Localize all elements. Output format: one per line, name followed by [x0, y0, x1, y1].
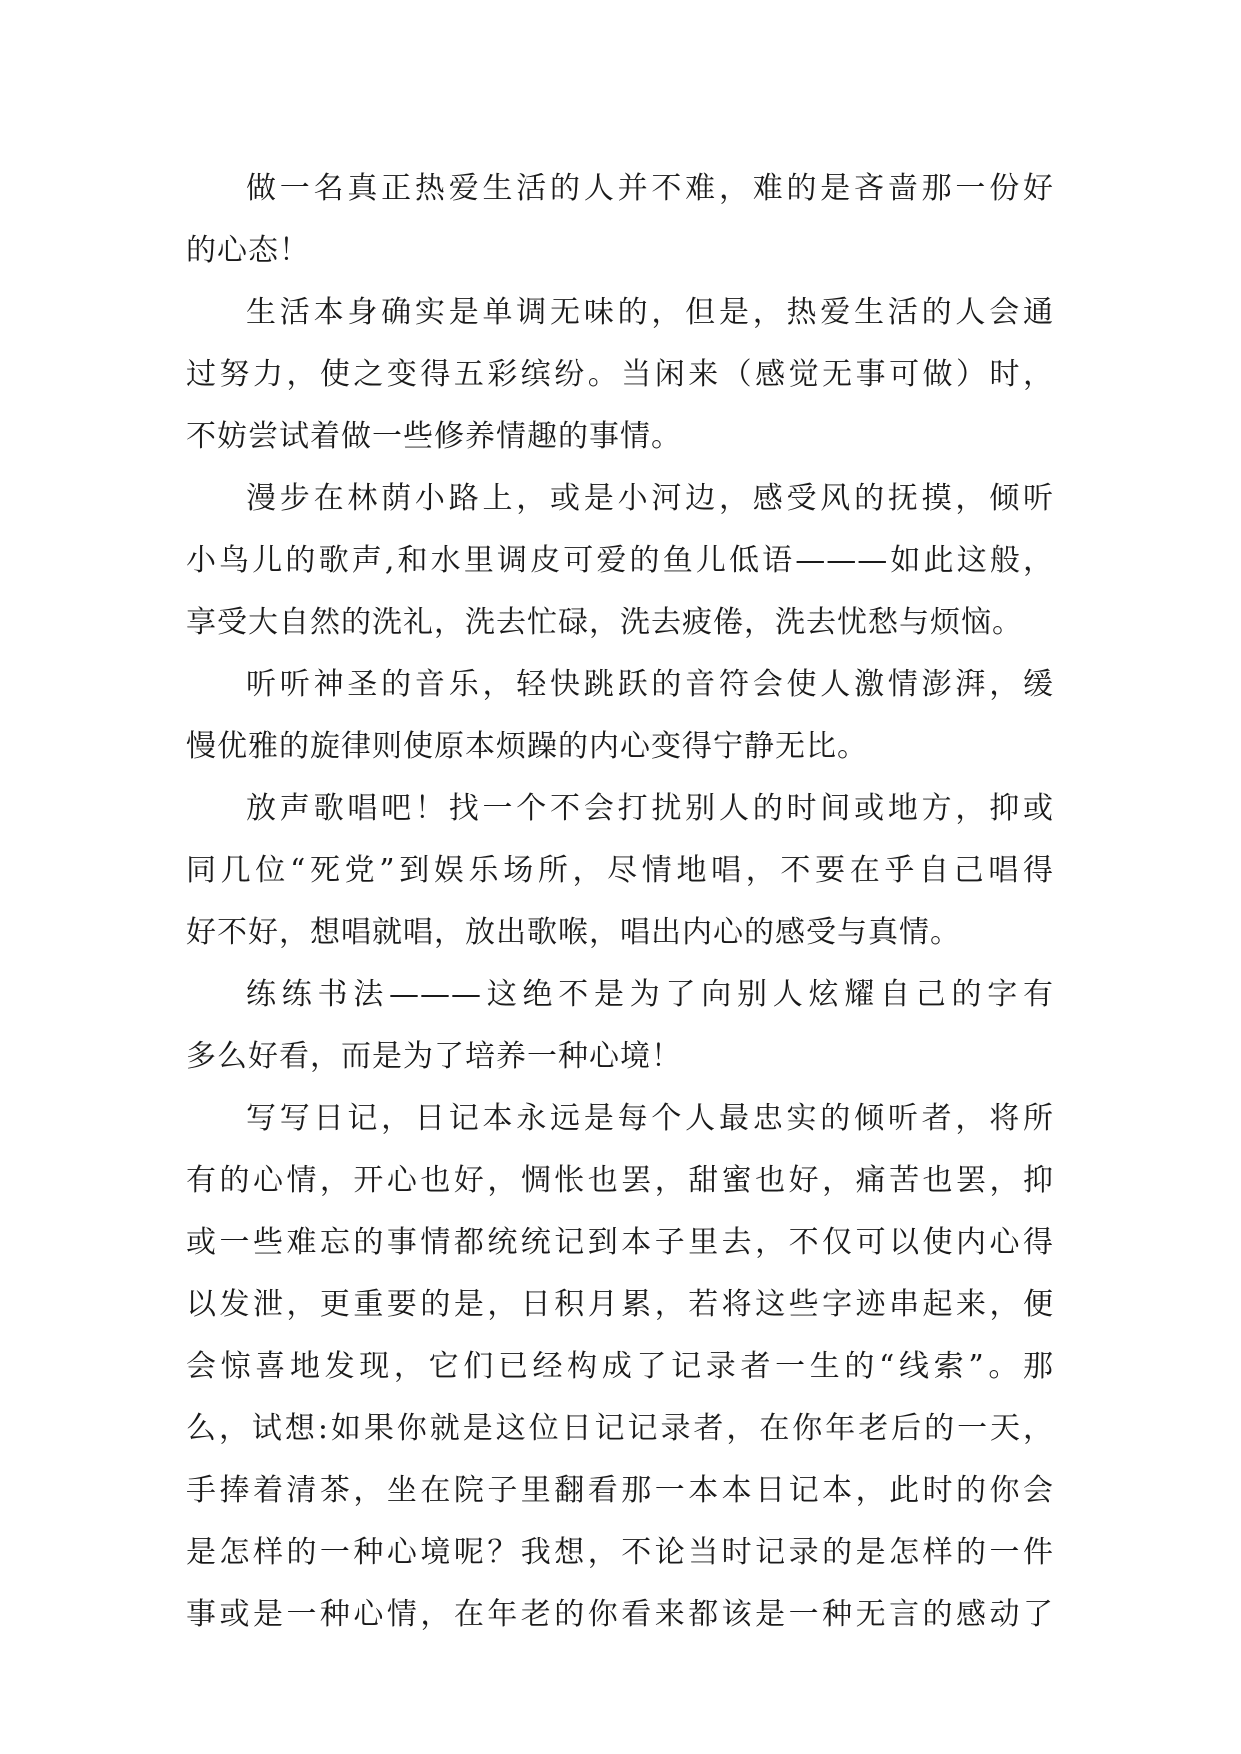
text-line: 或一些难忘的事情都统统记到本子里去，不仅可以使内心得	[186, 1225, 1054, 1260]
text-line: 放声歌唱吧！找一个不会打扰别人的时间或地方，抑或	[246, 791, 1054, 826]
text-line: 事或是一种心情，在年老的你看来都该是一种无言的感动了	[186, 1597, 1054, 1632]
text-line: 不妨尝试着做一些修养情趣的事情。	[186, 419, 682, 454]
paragraph	[186, 468, 1054, 654]
text-line: 写写日记，日记本永远是每个人最忠实的倾听者，将所	[246, 1101, 1054, 1136]
text-line: 好不好，想唱就唱，放出歌喉，唱出内心的感受与真情。	[186, 915, 961, 950]
text-line: 的心态！	[186, 233, 310, 268]
text-line: 生活本身确实是单调无味的，但是，热爱生活的人会通	[246, 295, 1054, 330]
text-line: 过努力，使之变得五彩缤纷。当闲来（感觉无事可做）时，	[186, 357, 1054, 392]
paragraph	[186, 778, 1054, 964]
text-line: 么，试想:如果你就是这位日记记录者，在你年老后的一天，	[186, 1411, 1054, 1446]
text-line: 听听神圣的音乐，轻快跳跃的音符会使人激情澎湃，缓	[246, 667, 1054, 702]
text-line: 手捧着清茶，坐在院子里翻看那一本本日记本，此时的你会	[186, 1473, 1054, 1508]
text-line: 有的心情，开心也好，惆怅也罢，甜蜜也好，痛苦也罢，抑	[186, 1163, 1054, 1198]
text-line: 练练书法———这绝不是为了向别人炫耀自己的字有	[246, 977, 1054, 1012]
paragraph	[186, 964, 1054, 1088]
text-line: 漫步在林荫小路上，或是小河边，感受风的抚摸，倾听	[246, 481, 1054, 516]
text-line: 多么好看，而是为了培养一种心境！	[186, 1039, 682, 1074]
paragraph	[186, 282, 1054, 468]
paragraph	[186, 654, 1054, 778]
text-line: 做一名真正热爱生活的人并不难，难的是吝啬那一份好	[246, 171, 1054, 206]
text-line: 享受大自然的洗礼，洗去忙碌，洗去疲倦，洗去忧愁与烦恼。	[186, 605, 1023, 640]
text-line: 以发泄，更重要的是，日积月累，若将这些字迹串起来，便	[186, 1287, 1054, 1322]
text-line: 会惊喜地发现，它们已经构成了记录者一生的“线索”。那	[186, 1349, 1054, 1384]
text-line: 同几位“死党”到娱乐场所，尽情地唱，不要在乎自己唱得	[186, 853, 1054, 888]
text-line: 是怎样的一种心境呢？我想，不论当时记录的是怎样的一件	[186, 1535, 1054, 1570]
paragraph	[186, 158, 1054, 282]
document-body	[186, 158, 1054, 1646]
text-line: 慢优雅的旋律则使原本烦躁的内心变得宁静无比。	[186, 729, 868, 764]
text-line: 小鸟儿的歌声,和水里调皮可爱的鱼儿低语———如此这般，	[186, 543, 1054, 578]
paragraph	[186, 1088, 1054, 1646]
